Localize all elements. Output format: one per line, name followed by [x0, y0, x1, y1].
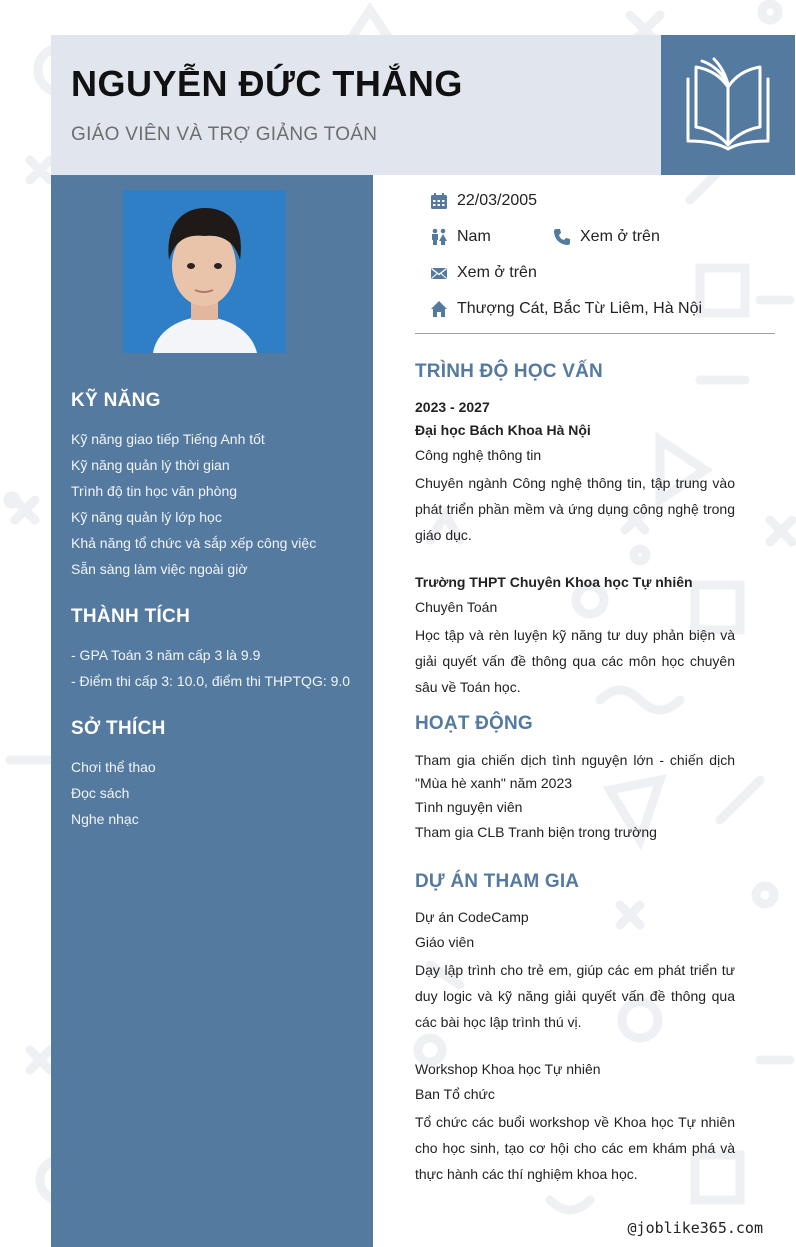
activity-description: Tham gia CLB Tranh biện trong trường — [415, 824, 657, 840]
education-school: Trường THPT Chuyên Khoa học Tự nhiên — [415, 574, 693, 590]
activities-section — [415, 713, 735, 847]
email-value[interactable]: Xem ở trên — [457, 264, 537, 281]
calendar-icon — [430, 192, 448, 210]
site-watermark: @joblike365.com — [627, 1219, 763, 1237]
project-role: Ban Tổ chức — [415, 1086, 495, 1102]
open-book-icon — [680, 57, 776, 153]
project-description: Dạy lập trình cho trẻ em, giúp các em phát triển tư duy logic và kỹ năng giải quyết vấn đề thông qua các bài học lập trình thú vị. — [415, 962, 735, 1030]
gender-icon — [430, 228, 448, 246]
skill-item: Kỹ năng quản lý lớp học — [71, 509, 222, 525]
mail-icon — [430, 264, 448, 282]
sidebar — [51, 175, 373, 1247]
hobby-item: Nghe nhạc — [71, 811, 139, 827]
contact-divider — [415, 333, 775, 334]
project-description: Tổ chức các buổi workshop về Khoa học Tự nhiên cho học sinh, tạo cơ hội cho các em khám phá và thực hành các thí nghiệm khoa học. — [415, 1114, 735, 1182]
education-description: Chuyên ngành Công nghệ thông tin, tập trung vào phát triển phần mềm và ứng dụng công nghệ trong giáo dục. — [415, 475, 735, 543]
education-major: Chuyên Toán — [415, 599, 498, 615]
skill-item: Trình độ tin học văn phòng — [71, 483, 238, 499]
education-title: TRÌNH ĐỘ HỌC VẤN — [415, 361, 603, 382]
home-icon — [430, 300, 448, 318]
gender-row — [430, 228, 491, 246]
education-school: Đại học Bách Khoa Hà Nội — [415, 422, 591, 438]
gender-value: Nam — [457, 228, 491, 245]
education-period: 2023 - 2027 — [415, 399, 490, 415]
skill-item: Kỹ năng giao tiếp Tiếng Anh tốt — [71, 431, 265, 447]
education-major: Công nghệ thông tin — [415, 447, 542, 463]
dob-row — [430, 192, 537, 210]
activity-role: Tình nguyện viên — [415, 799, 523, 815]
skill-item: Khả năng tổ chức và sắp xếp công việc — [71, 535, 317, 551]
phone-value[interactable]: Xem ở trên — [580, 228, 660, 245]
achievement-item: - GPA Toán 3 năm cấp 3 là 9.9 — [71, 647, 261, 663]
portrait-photo — [123, 190, 286, 353]
education-description: Học tập và rèn luyện kỹ năng tư duy phản biện và giải quyết vấn đề thông qua các môn học chuyên sâu về Toán học. — [415, 627, 735, 695]
email-row — [430, 264, 537, 282]
hobbies-section — [71, 718, 361, 832]
activity-name: Tham gia chiến dịch tình nguyện lớn - chiến dịch "Mùa hè xanh" năm 2023 — [415, 752, 735, 791]
candidate-name: NGUYỄN ĐỨC THẮNG — [71, 63, 463, 104]
hobby-item: Đọc sách — [71, 785, 130, 801]
achievements-section — [71, 606, 361, 694]
skill-item: Kỹ năng quản lý thời gian — [71, 457, 230, 473]
avatar — [123, 190, 286, 353]
skills-title: KỸ NĂNG — [71, 390, 161, 411]
education-section — [415, 361, 735, 700]
achievements-title: THÀNH TÍCH — [71, 606, 191, 627]
hobby-item: Chơi thể thao — [71, 759, 156, 775]
achievement-item: - Điểm thi cấp 3: 10.0, điểm thi THPTQG: 9.0 — [71, 673, 351, 689]
project-name: Dự án CodeCamp — [415, 909, 529, 925]
logo-box — [661, 35, 795, 175]
phone-row — [553, 228, 660, 246]
project-role: Giáo viên — [415, 934, 475, 950]
projects-section — [415, 871, 735, 1187]
skills-section — [71, 390, 361, 582]
skill-item: Sẵn sàng làm việc ngoài giờ — [71, 561, 248, 577]
phone-icon — [553, 228, 571, 246]
activities-title: HOẠT ĐỘNG — [415, 713, 533, 734]
projects-title: DỰ ÁN THAM GIA — [415, 871, 580, 892]
project-name: Workshop Khoa học Tự nhiên — [415, 1061, 601, 1077]
resume-header — [51, 35, 661, 175]
job-title: GIÁO VIÊN VÀ TRỢ GIẢNG TOÁN — [71, 124, 378, 145]
address-value: Thượng Cát, Bắc Từ Liêm, Hà Nội — [457, 300, 703, 317]
address-row — [430, 300, 702, 318]
hobbies-title: SỞ THÍCH — [71, 718, 166, 739]
dob-value: 22/03/2005 — [457, 192, 538, 209]
